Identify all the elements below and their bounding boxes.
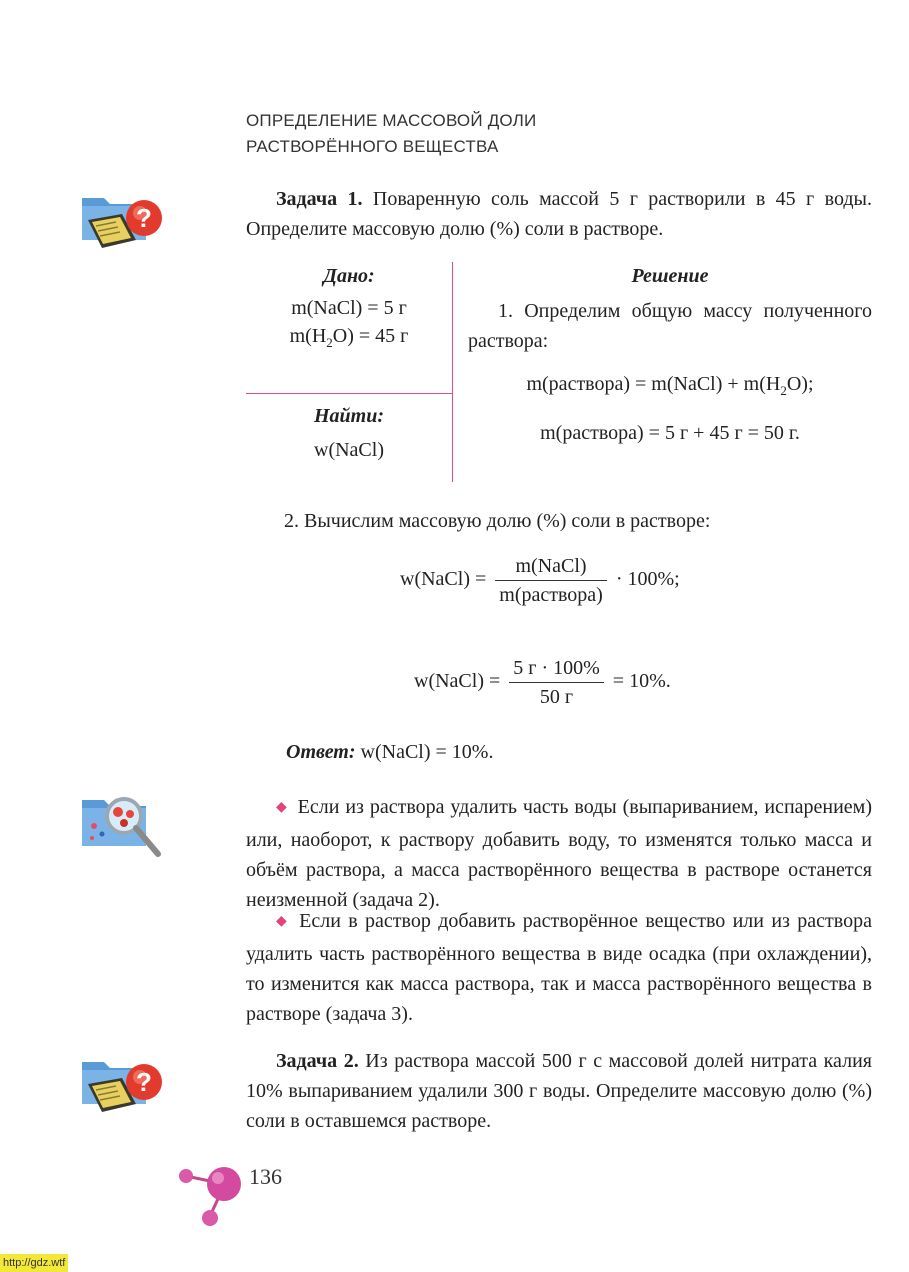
formula-2-rhs: = 10%. <box>612 670 671 693</box>
page-number: 136 <box>249 1164 282 1189</box>
watermark-link[interactable]: http://gdz.wtf <box>0 1254 68 1272</box>
formula-2-numerator: 5 г · 100% <box>509 654 604 683</box>
task-1-text: Поваренную соль массой 5 г растворили в 45 г воды. Определите массовую долю (%) соли в растворе. <box>246 188 872 240</box>
formula-2-denominator: 50 г <box>539 686 574 708</box>
find-value: w(NaCl) <box>314 439 384 461</box>
solution-step-1: 1. Определим общую массу полученного раствора: <box>468 300 872 352</box>
section-title-line-1: ОПРЕДЕЛЕНИЕ МАССОВОЙ ДОЛИ <box>246 111 537 130</box>
given-block <box>246 262 452 357</box>
formula-1 <box>400 552 800 609</box>
molecule-icon <box>172 1158 252 1234</box>
solution-block <box>468 262 872 447</box>
given-line-2: $m(H_2O) = 45$ г <box>289 325 409 350</box>
formula-1-numerator: m(NaCl) <box>495 552 607 581</box>
formula-1-lhs: w(NaCl) = <box>400 568 487 591</box>
task-2-label: Задача 2. <box>276 1050 359 1072</box>
folder-question-icon <box>78 186 170 254</box>
solution-equation-1: m(раствора) = m(NaCl) + $m(H_2O)$; <box>526 373 814 398</box>
task-1-label: Задача 1. <box>276 188 363 210</box>
diamond-bullet-icon: ◆ <box>276 800 288 815</box>
svg-text:?: ? <box>136 203 152 233</box>
bullet-item-1: ◆ Если из раствора удалить часть воды (выпариванием, испарением) или, наоборот, к раствору добавить воду, то изменятся только масса и объём раствора, а масса растворённого вещества в растворе останется неизменной (задача 2). <box>246 796 872 911</box>
answer-label: Ответ: <box>286 741 356 763</box>
svg-text:?: ? <box>136 1067 152 1097</box>
step-2: 2. Вычислим массовую долю (%) соли в растворе: <box>284 510 711 532</box>
formula-1-denominator: m(раствора) <box>499 584 603 606</box>
find-heading: Найти: <box>313 405 385 427</box>
formula-2-fraction <box>509 654 604 711</box>
given-divider-horizontal <box>246 393 452 394</box>
formula-1-fraction <box>495 552 607 609</box>
folder-question-icon <box>78 1050 170 1118</box>
find-block <box>246 402 452 464</box>
formula-2 <box>414 654 814 711</box>
formula-2-lhs: w(NaCl) = <box>414 670 501 693</box>
bullet-item-2: ◆ Если в раствор добавить растворённое вещество или из раствора удалить часть растворённого вещества в виде осадка (при охлаждении), то изменится как масса раствора, так и масса растворённого вещества в растворе (задача 3). <box>246 910 872 1025</box>
solution-equation-2: m(раствора) = 5 г + 45 г = 50 г. <box>540 422 800 444</box>
answer-value: w(NaCl) = 10%. <box>355 741 494 763</box>
task-2-text: Из раствора массой 500 г с массовой долей нитрата калия 10% выпариванием удалили 300 г воды. Определите массовую долю (%) соли в оставшемся растворе. <box>246 1050 872 1132</box>
task-1 <box>246 184 872 244</box>
task-2 <box>246 1046 872 1136</box>
formula-1-rhs: · 100%; <box>615 568 680 591</box>
section-title <box>246 108 666 160</box>
diamond-bullet-icon: ◆ <box>276 914 290 929</box>
given-line-1: m(NaCl) = 5 г <box>291 297 407 319</box>
solution-divider-vertical <box>452 262 453 482</box>
solution-heading: Решение <box>631 265 709 287</box>
answer <box>286 738 493 766</box>
folder-magnifier-icon <box>80 790 166 862</box>
given-heading: Дано: <box>323 265 375 287</box>
section-title-line-2: РАСТВОРЁННОГО ВЕЩЕСТВА <box>246 137 499 156</box>
